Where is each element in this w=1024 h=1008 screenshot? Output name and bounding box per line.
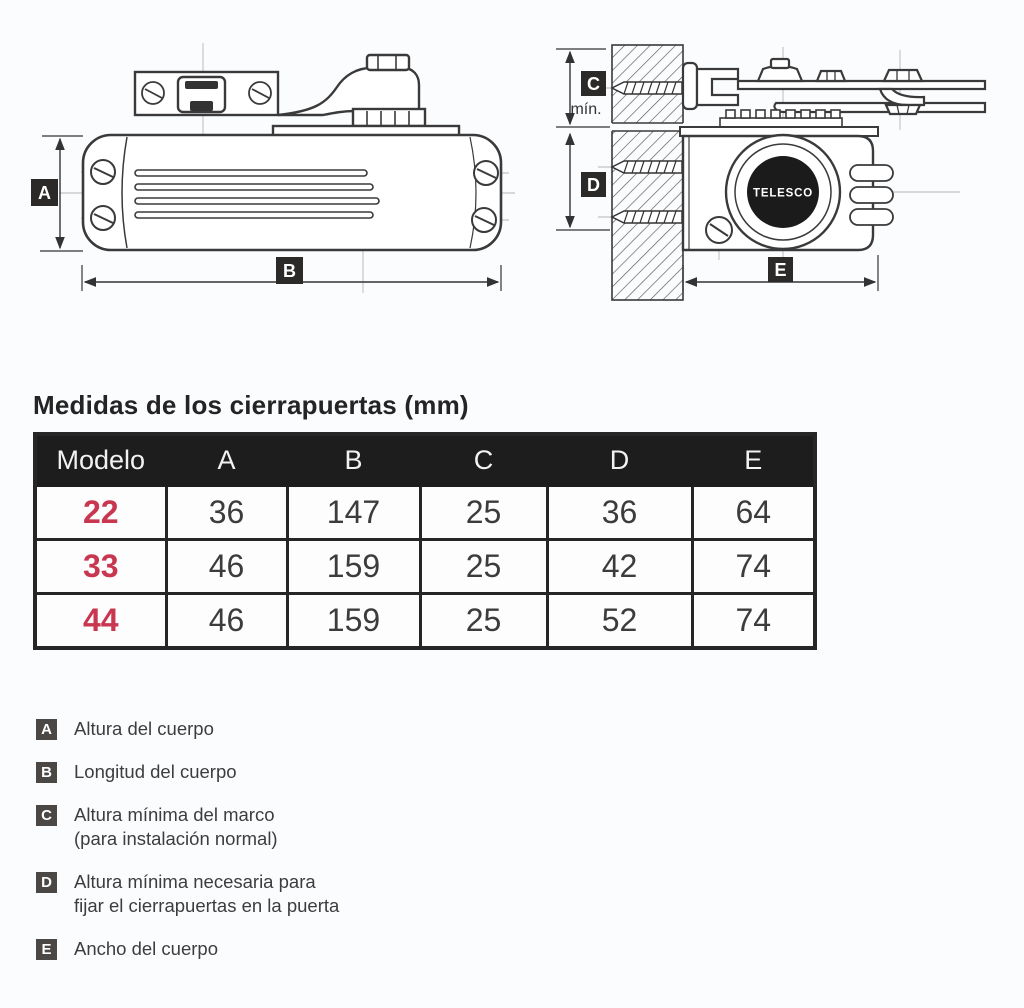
table-row [35, 540, 815, 594]
bolt-cap [771, 59, 789, 68]
legend-key-c: C [36, 805, 57, 826]
value-cell: 74 [692, 594, 815, 649]
value-cell: 25 [420, 486, 547, 540]
legend-item-b [36, 760, 516, 784]
table-row [35, 486, 815, 540]
legend-item-e [36, 937, 516, 961]
legend-key-b: B [36, 762, 57, 783]
model-number: 22 [35, 486, 166, 540]
value-cell: 147 [287, 486, 420, 540]
dimension-b [82, 257, 501, 291]
dimension-b-label: B [283, 261, 296, 281]
screw-icon [612, 161, 690, 173]
model-number: 44 [35, 594, 166, 649]
header-d: D [547, 434, 692, 486]
dimension-e-label: E [774, 260, 787, 280]
frame-bracket-and-arm [683, 59, 985, 114]
side-ridges [850, 165, 893, 225]
bracket-and-arm [135, 55, 459, 136]
value-cell: 36 [547, 486, 692, 540]
dimension-a [31, 136, 83, 251]
header-c: C [420, 434, 547, 486]
legend-key-e: E [36, 939, 57, 960]
legend-item-d [36, 870, 516, 918]
hex-nut [884, 70, 922, 81]
value-cell: 36 [166, 486, 287, 540]
legend-text-d-line2: fijar el cierrapuertas en la puerta [74, 895, 340, 916]
arm-pivot-cap [367, 55, 409, 70]
legend-key-a: A [36, 719, 57, 740]
arm-strap-upper [738, 81, 985, 89]
legend-text-c-line1: Altura mínima del marco [74, 804, 275, 825]
table-row [35, 594, 815, 649]
header-b: B [287, 434, 420, 486]
table-header [35, 434, 815, 486]
legend-text-b: Longitud del cuerpo [74, 761, 237, 782]
door-closer-side-view-diagram [15, 15, 525, 305]
screw-icon [612, 82, 692, 94]
closer-body [83, 135, 501, 250]
hex-nut-lower [886, 105, 920, 114]
legend-key-d: D [36, 872, 57, 893]
legend-item-a [36, 717, 516, 741]
header-e: E [692, 434, 815, 486]
dimension-d-label: D [587, 175, 600, 195]
frame-bracket [683, 63, 697, 109]
legend-text-a: Altura del cuerpo [74, 718, 214, 739]
value-cell: 46 [166, 594, 287, 649]
value-cell: 52 [547, 594, 692, 649]
dimension-a-label: A [38, 183, 51, 203]
telesco-logo-text: TELESCO [753, 187, 813, 200]
value-cell: 46 [166, 540, 287, 594]
dimension-c [556, 49, 610, 127]
page-title: Medidas de los cierrapuertas (mm) [33, 390, 469, 420]
adjustment-screw [706, 217, 732, 243]
door-closer-end-view-diagram [540, 15, 1024, 305]
value-cell: 25 [420, 594, 547, 649]
legend-text-d-line1: Altura mínima necesaria para [74, 871, 316, 892]
legend-text-c-line2: (para instalación normal) [74, 828, 278, 849]
value-cell: 159 [287, 594, 420, 649]
legend-text-e: Ancho del cuerpo [74, 938, 218, 959]
value-cell: 64 [692, 486, 815, 540]
legend [36, 717, 516, 980]
legend-item-c [36, 803, 516, 851]
dimension-c-min-label: mín. [570, 101, 602, 118]
header-a: A [166, 434, 287, 486]
screw-icon [612, 211, 690, 223]
value-cell: 25 [420, 540, 547, 594]
header-modelo: Modelo [35, 434, 166, 486]
dimension-e [683, 255, 878, 291]
value-cell: 42 [547, 540, 692, 594]
dimension-c-label: C [587, 74, 600, 94]
closer-body-end [680, 110, 893, 250]
measurements-table [33, 432, 817, 650]
hex-nut [817, 71, 845, 81]
model-number: 33 [35, 540, 166, 594]
dimension-d [556, 134, 610, 230]
arm-ribbed-block [353, 109, 425, 126]
value-cell: 159 [287, 540, 420, 594]
clevis-fork [697, 69, 738, 105]
value-cell: 74 [692, 540, 815, 594]
